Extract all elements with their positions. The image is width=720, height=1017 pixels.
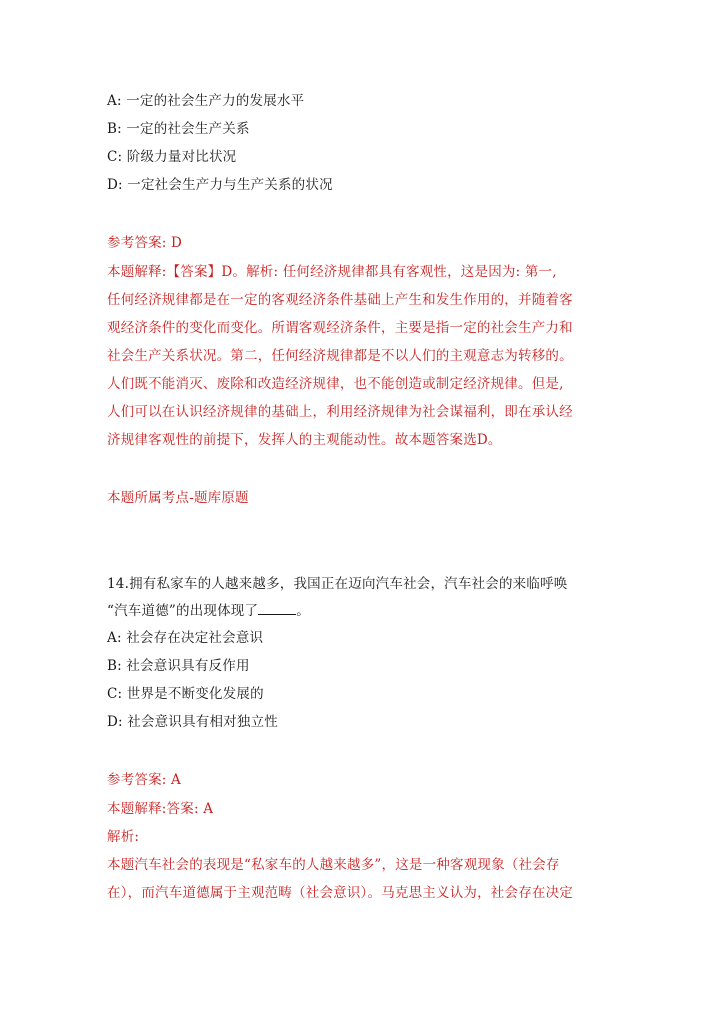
q13-option-d: D: 一定社会生产力与生产关系的状况 <box>107 177 333 193</box>
q13-explanation-line: 社会生产关系状况。第二，任何经济规律都是不以人们的主观意志为转移的。 <box>107 348 573 364</box>
q14-stem-line <box>107 601 310 621</box>
q13-explanation-line: 观经济条件的变化而变化。所谓客观经济条件，主要是指一定的社会生产力和 <box>107 320 573 336</box>
answer-blank <box>258 602 296 615</box>
q13-option-a: A: 一定的社会生产力的发展水平 <box>107 93 305 109</box>
q14-option-a: A: 社会存在决定社会意识 <box>107 630 264 646</box>
q13-explanation-line: 人们可以在认识经济规律的基础上，利用经济规律为社会谋福利，即在承认经 <box>107 404 573 420</box>
q14-answer: 参考答案: A <box>107 772 181 788</box>
q14-analysis-line: 在），而汽车道德属于主观范畴（社会意识）。马克思主义认为，社会存在决定 <box>107 885 573 901</box>
q14-option-b: B: 社会意识具有反作用 <box>107 658 250 674</box>
q13-option-b: B: 一定的社会生产关系 <box>107 121 250 137</box>
q14-analysis-line: 本题汽车社会的表现是“私家车的人越来越多”，这是一种客观现象（社会存 <box>107 857 560 873</box>
q13-option-c: C: 阶级力量对比状况 <box>107 149 237 165</box>
q14-explanation-label: 本题解释:答案: A <box>107 801 214 817</box>
q13-explanation-line: 任何经济规律都是在一定的客观经济条件基础上产生和发生作用的，并随着客 <box>107 292 573 308</box>
q13-source: 本题所属考点-题库原题 <box>107 490 249 506</box>
q14-option-d: D: 社会意识具有相对独立性 <box>107 714 278 730</box>
q14-option-c: C: 世界是不断变化发展的 <box>107 686 264 702</box>
q13-answer: 参考答案: D <box>107 235 183 251</box>
q14-stem-line: 14.拥有私家车的人越来越多，我国正在迈向汽车社会，汽车社会的来临呼唤 <box>107 576 568 592</box>
q14-analysis-label: 解析: <box>107 829 140 845</box>
q14-stem-prefix: “汽车道德”的出现体现了 <box>107 603 259 619</box>
q14-stem-suffix: 。 <box>296 603 310 619</box>
q13-explanation-line: 人们既不能消灭、废除和改造经济规律，也不能创造或制定经济规律。但是, <box>107 376 564 392</box>
q13-explanation-line: 本题解释:【答案】D。解析: 任何经济规律都具有客观性，这是因为: 第一, <box>107 264 557 280</box>
q13-explanation-line: 济规律客观性的前提下，发挥人的主观能动性。故本题答案选D。 <box>107 432 502 448</box>
